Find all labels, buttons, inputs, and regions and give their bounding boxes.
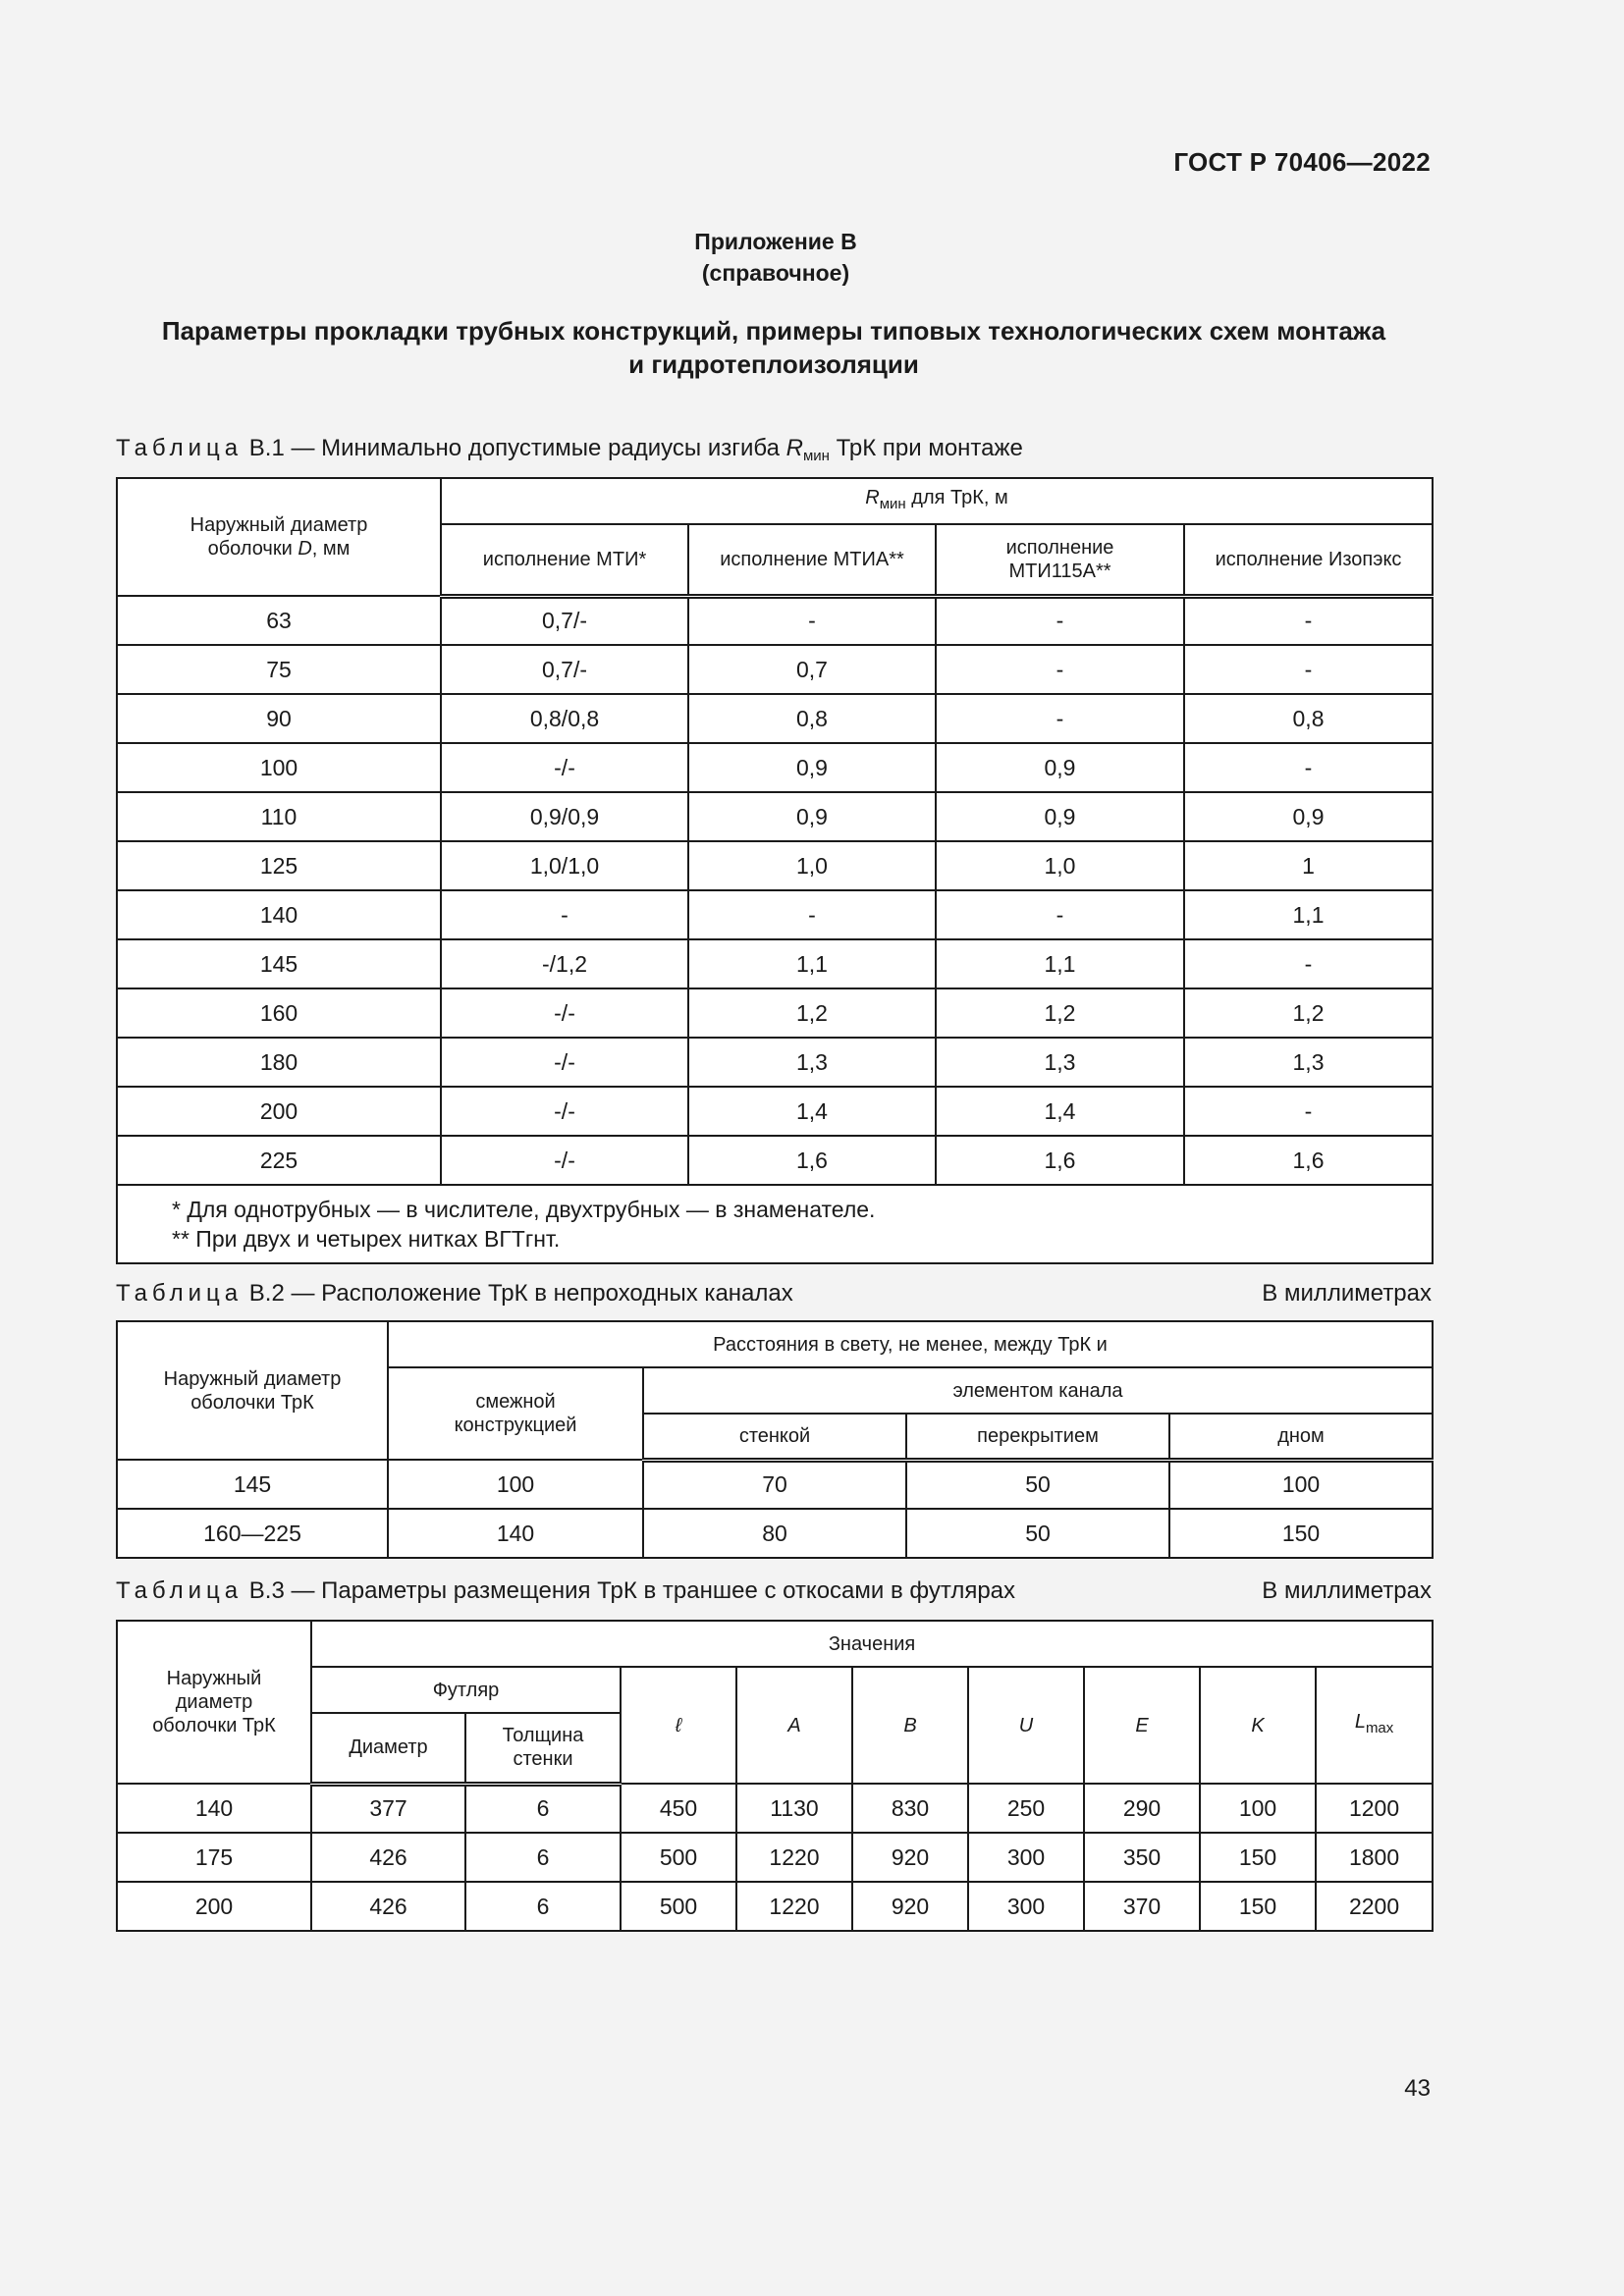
table-row — [117, 1882, 1433, 1931]
table2-header-group: Расстояния в свету, не менее, между ТрК и — [388, 1321, 1433, 1367]
table3-header-u: U — [968, 1667, 1084, 1784]
table-cell: 1,2 — [936, 988, 1184, 1038]
table-row — [117, 596, 1433, 645]
table-cell: 1,4 — [688, 1087, 936, 1136]
table-cell: 500 — [621, 1833, 736, 1882]
table-cell: 50 — [906, 1460, 1169, 1509]
table-cell: 100 — [388, 1460, 643, 1509]
table-row — [117, 694, 1433, 743]
table-cell: 1,0 — [936, 841, 1184, 890]
table-cell: 1,2 — [688, 988, 936, 1038]
table2-header-wall: стенкой — [643, 1414, 906, 1460]
table-cell: 1800 — [1316, 1833, 1433, 1882]
table1-note-2: ** При двух и четырех нитках ВГТгнт. — [172, 1226, 561, 1252]
table-cell: 200 — [117, 1087, 441, 1136]
table-cell: - — [441, 890, 688, 939]
appendix-subtitle: (справочное) — [701, 260, 850, 286]
table-cell: 160 — [117, 988, 441, 1038]
table-row — [117, 743, 1433, 792]
table-cell: 150 — [1200, 1882, 1316, 1931]
table-cell: 1,0/1,0 — [441, 841, 688, 890]
table-cell: 160—225 — [117, 1509, 388, 1558]
table-cell: 450 — [621, 1784, 736, 1833]
table2-header-bottom: дном — [1169, 1414, 1433, 1460]
table-cell: 100 — [117, 743, 441, 792]
table1-body — [117, 596, 1433, 1185]
table3-header-e: E — [1084, 1667, 1200, 1784]
table3 — [116, 1620, 1434, 1932]
table-row — [117, 1087, 1433, 1136]
table-cell: 1,6 — [936, 1136, 1184, 1185]
table-cell: 175 — [117, 1833, 311, 1882]
table-cell: 150 — [1200, 1833, 1316, 1882]
table3-header-case: Футляр — [311, 1667, 621, 1713]
table-row — [117, 792, 1433, 841]
table-cell: -/- — [441, 743, 688, 792]
table-cell: 370 — [1084, 1882, 1200, 1931]
table-cell: 100 — [1169, 1460, 1433, 1509]
table-cell: 1,6 — [688, 1136, 936, 1185]
table-cell: - — [688, 596, 936, 645]
table-cell: 426 — [311, 1833, 465, 1882]
table-cell: 0,8 — [688, 694, 936, 743]
table-row — [117, 1833, 1433, 1882]
table3-body — [117, 1784, 1433, 1931]
table-cell: 300 — [968, 1833, 1084, 1882]
table-cell: 1,3 — [936, 1038, 1184, 1087]
appendix-title: Приложение В — [694, 229, 857, 254]
table-cell: - — [1184, 596, 1433, 645]
table-cell: 140 — [117, 1784, 311, 1833]
table-cell: 140 — [388, 1509, 643, 1558]
table2-header-diameter: Наружный диаметр оболочки ТрК — [117, 1321, 388, 1460]
table-cell: 180 — [117, 1038, 441, 1087]
table1-header-mtia: исполнение МТИА** — [688, 524, 936, 596]
table-cell: 0,7/- — [441, 596, 688, 645]
table-cell: 920 — [852, 1833, 968, 1882]
table1-header-group: $R_{мин}$ для ТрК, м — [441, 478, 1433, 524]
table2-body — [117, 1460, 1433, 1558]
table-cell: 1,3 — [688, 1038, 936, 1087]
table-cell: 100 — [1200, 1784, 1316, 1833]
table-cell: -/1,2 — [441, 939, 688, 988]
table-cell: 150 — [1169, 1509, 1433, 1558]
table-cell: - — [688, 890, 936, 939]
table2-header-ceiling: перекрытием — [906, 1414, 1169, 1460]
table-cell: 80 — [643, 1509, 906, 1558]
table-cell: 250 — [968, 1784, 1084, 1833]
table3-header-k: K — [1200, 1667, 1316, 1784]
table1-header-mti115a: исполнение МТИ115А** — [936, 524, 1184, 596]
table-cell: 0,9 — [1184, 792, 1433, 841]
table-cell: 75 — [117, 645, 441, 694]
table-cell: 145 — [117, 1460, 388, 1509]
table1-note-1: * Для однотрубных — в числителе, двухтрубных — в знаменателе. — [172, 1197, 876, 1222]
table2-header-adjacent: смежной конструкцией — [388, 1367, 643, 1460]
table-cell: 500 — [621, 1882, 736, 1931]
table2-units: В миллиметрах — [1262, 1280, 1432, 1307]
table-cell: 110 — [117, 792, 441, 841]
table-row — [117, 841, 1433, 890]
table-cell: -/- — [441, 988, 688, 1038]
table1-header-mti: исполнение МТИ* — [441, 524, 688, 596]
table1 — [116, 477, 1434, 1264]
table-cell: 0,7/- — [441, 645, 688, 694]
table-cell: 1,1 — [1184, 890, 1433, 939]
table1-header-izopex: исполнение Изопэкс — [1184, 524, 1433, 596]
table-row — [117, 645, 1433, 694]
table-cell: 1,1 — [936, 939, 1184, 988]
table-cell: 0,9 — [936, 743, 1184, 792]
table3-caption-text: Таблица В.3 — Параметры размещения ТрК в траншее с откосами в футлярах — [116, 1577, 1016, 1604]
table1-caption — [116, 435, 1432, 464]
table3-header-a: A — [736, 1667, 852, 1784]
table-cell: 90 — [117, 694, 441, 743]
table-cell: 0,9 — [688, 743, 936, 792]
table-cell: 0,7 — [688, 645, 936, 694]
table-cell: 6 — [465, 1882, 621, 1931]
table-row — [117, 890, 1433, 939]
table-cell: 0,9 — [936, 792, 1184, 841]
table-cell: 290 — [1084, 1784, 1200, 1833]
table-cell: - — [936, 890, 1184, 939]
table-cell: 70 — [643, 1460, 906, 1509]
table-cell: 377 — [311, 1784, 465, 1833]
table-cell: 1220 — [736, 1882, 852, 1931]
table-cell: 1,3 — [1184, 1038, 1433, 1087]
table-cell: 200 — [117, 1882, 311, 1931]
table3-header-case-thickness: Толщина стенки — [465, 1713, 621, 1784]
table2-header-channel: элементом канала — [643, 1367, 1433, 1414]
table-cell: 920 — [852, 1882, 968, 1931]
table-row — [117, 1784, 1433, 1833]
table-cell: 300 — [968, 1882, 1084, 1931]
main-title-line-1: Параметры прокладки трубных конструкций, примеры типовых технологических схем монтажа — [161, 316, 1386, 346]
table-cell: 2200 — [1316, 1882, 1433, 1931]
table1-notes — [117, 1185, 1433, 1263]
table-cell: 1220 — [736, 1833, 852, 1882]
table-row — [117, 988, 1433, 1038]
table-cell: 1,1 — [688, 939, 936, 988]
table3-header-group: Значения — [311, 1621, 1433, 1667]
main-title-line-2: и гидротеплоизоляции — [628, 349, 919, 379]
table-cell: 50 — [906, 1509, 1169, 1558]
table-cell: - — [1184, 743, 1433, 792]
table-cell: 145 — [117, 939, 441, 988]
table3-header-l: ℓ — [621, 1667, 736, 1784]
table-cell: - — [1184, 1087, 1433, 1136]
table-cell: 0,8/0,8 — [441, 694, 688, 743]
table1-caption-text: Таблица В.1 — Минимально допустимые радиусы изгиба $R_{мин}$ ТрК при монтаже — [116, 435, 1023, 464]
table3-header-lmax: $L_{max}$ — [1316, 1667, 1433, 1784]
table-cell: 0,9/0,9 — [441, 792, 688, 841]
table1-header-diameter: Наружный диаметр оболочки D, мм — [117, 478, 441, 596]
table-cell: 1,6 — [1184, 1136, 1433, 1185]
table-cell: 830 — [852, 1784, 968, 1833]
table-cell: 1200 — [1316, 1784, 1433, 1833]
table-cell: - — [936, 694, 1184, 743]
table1-caption-label: Таблица — [116, 435, 244, 461]
table3-caption — [116, 1577, 1432, 1605]
table-row — [117, 1460, 1433, 1509]
table-cell: - — [936, 645, 1184, 694]
table-cell: 6 — [465, 1784, 621, 1833]
table-cell: 140 — [117, 890, 441, 939]
table3-header-diameter: Наружный диаметр оболочки ТрК — [117, 1621, 311, 1784]
table-cell: 63 — [117, 596, 441, 645]
table-cell: -/- — [441, 1087, 688, 1136]
table-cell: 125 — [117, 841, 441, 890]
table-cell: 0,8 — [1184, 694, 1433, 743]
table-row — [117, 939, 1433, 988]
table-cell: -/- — [441, 1136, 688, 1185]
table-cell: - — [936, 596, 1184, 645]
table-cell: 1 — [1184, 841, 1433, 890]
table2 — [116, 1320, 1434, 1559]
table-row — [117, 1509, 1433, 1558]
table-cell: 225 — [117, 1136, 441, 1185]
table3-header-b: B — [852, 1667, 968, 1784]
table-cell: -/- — [441, 1038, 688, 1087]
table-cell: - — [1184, 645, 1433, 694]
page-number: 43 — [1404, 2075, 1431, 2102]
table-cell: 1,4 — [936, 1087, 1184, 1136]
table-cell: 6 — [465, 1833, 621, 1882]
table-cell: 1,2 — [1184, 988, 1433, 1038]
table3-units: В миллиметрах — [1262, 1577, 1432, 1604]
table-cell: 1130 — [736, 1784, 852, 1833]
appendix-heading — [0, 226, 1551, 289]
table2-caption-text: Таблица В.2 — Расположение ТрК в непроходных каналах — [116, 1280, 793, 1307]
document-code: ГОСТ Р 70406—2022 — [1173, 147, 1431, 177]
table2-caption — [116, 1280, 1432, 1308]
table-cell: 350 — [1084, 1833, 1200, 1882]
table-cell: 1,0 — [688, 841, 936, 890]
table-row — [117, 1038, 1433, 1087]
main-title — [116, 314, 1432, 381]
table-cell: 0,9 — [688, 792, 936, 841]
table-cell: 426 — [311, 1882, 465, 1931]
table-cell: - — [1184, 939, 1433, 988]
table-row — [117, 1136, 1433, 1185]
table3-header-case-diameter: Диаметр — [311, 1713, 465, 1784]
